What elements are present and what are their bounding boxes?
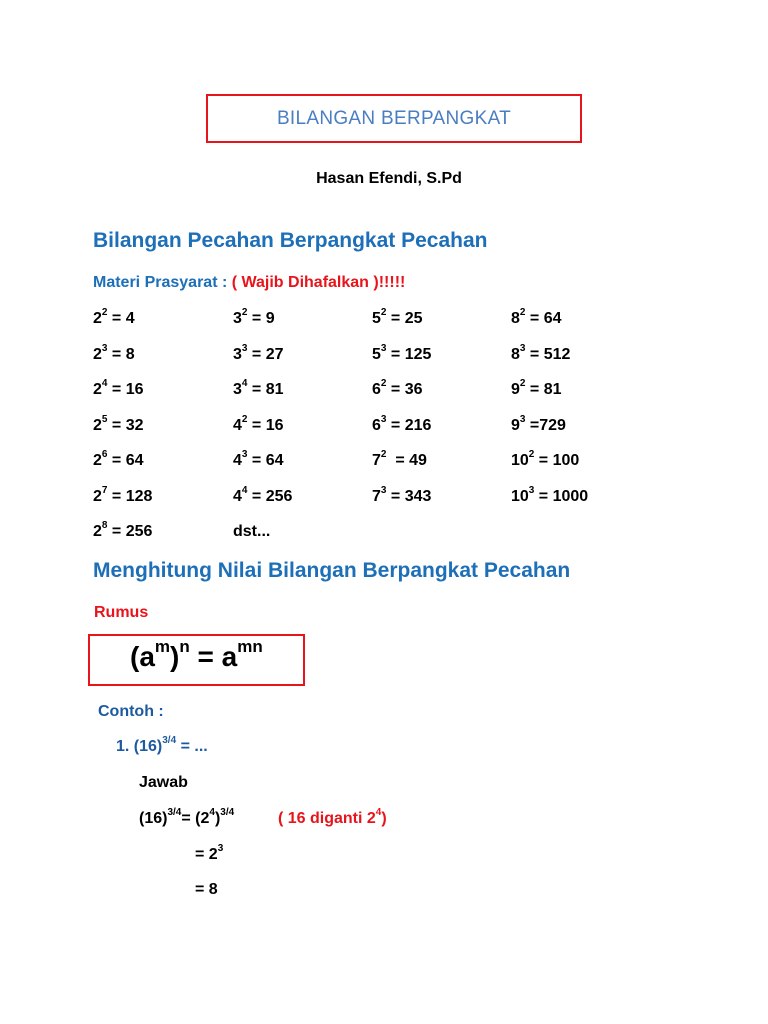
power-result: = 64 — [247, 452, 284, 469]
author-name: Hasan Efendi, S.Pd — [316, 170, 462, 187]
power-result: = 100 — [534, 452, 580, 469]
power-exponent: 3 — [241, 449, 248, 460]
power-result: = 81 — [525, 381, 562, 398]
power-exponent: 3 — [519, 343, 526, 354]
power-base: 3 — [233, 381, 242, 398]
power-fact — [511, 307, 562, 328]
power-exponent: 8 — [101, 520, 108, 531]
power-of-power-formula: $(a^m)^n = a^{mn}$ — [130, 637, 263, 672]
power-result: = 9 — [247, 310, 275, 327]
power-result: = 256 — [247, 488, 293, 505]
power-fact — [233, 378, 284, 399]
power-exponent: 3 — [101, 343, 108, 354]
power-base: 3 — [233, 310, 242, 327]
power-result: = 64 — [525, 310, 562, 327]
power-fact — [372, 449, 427, 470]
power-result: = 64 — [107, 452, 144, 469]
power-base: 2 — [93, 523, 102, 540]
power-exponent: 7 — [101, 485, 108, 496]
power-result: = 4 — [107, 310, 135, 327]
power-result: =729 — [525, 417, 566, 434]
power-result: = 1000 — [534, 488, 589, 505]
materi-prasyarat-line — [93, 274, 405, 292]
materi-note: ( Wajib Dihafalkan )!!!!! — [231, 274, 406, 291]
power-result: = 32 — [107, 417, 144, 434]
power-fact — [372, 307, 423, 328]
power-fact — [511, 414, 566, 435]
power-fact — [233, 449, 284, 470]
power-result: = 36 — [386, 381, 423, 398]
power-base: 4 — [233, 488, 242, 505]
power-exponent: 2 — [241, 307, 248, 318]
power-result: = 16 — [247, 417, 284, 434]
power-exponent: 5 — [101, 414, 108, 425]
power-result: = 512 — [525, 346, 571, 363]
power-exponent: 3 — [380, 414, 387, 425]
solution-step-2: = $2^3$ — [195, 843, 224, 863]
power-fact — [511, 343, 571, 364]
power-exponent: 2 — [519, 307, 526, 318]
power-fact — [93, 343, 135, 364]
title-box — [206, 94, 582, 143]
power-fact — [233, 414, 284, 435]
solution-step-1: $(16)^{3/4}= (2^4)^{3/4}$ — [139, 807, 235, 827]
power-fact — [372, 414, 432, 435]
power-exponent: 3 — [519, 414, 526, 425]
power-fact — [93, 378, 144, 399]
power-fact — [511, 378, 562, 399]
solution-step-3: = 8 — [195, 881, 218, 898]
power-base: 2 — [93, 488, 102, 505]
power-base: 7 — [372, 488, 381, 505]
power-fact — [372, 378, 423, 399]
power-exponent: 2 — [380, 449, 387, 460]
power-fact — [93, 520, 153, 541]
power-exponent: 6 — [101, 449, 108, 460]
power-base: 9 — [511, 381, 520, 398]
power-base: 8 — [511, 346, 520, 363]
materi-label: Materi Prasyarat : — [93, 274, 232, 291]
power-base: dst... — [233, 523, 271, 540]
power-base: 4 — [233, 452, 242, 469]
power-result: = 16 — [107, 381, 144, 398]
power-exponent: 2 — [380, 378, 387, 389]
power-result: = 216 — [386, 417, 432, 434]
section-heading-2: Menghitung Nilai Bilangan Berpangkat Pecahan — [93, 559, 571, 582]
power-fact — [233, 307, 275, 328]
power-fact — [93, 449, 144, 470]
power-base: 2 — [93, 452, 102, 469]
power-result: = 27 — [247, 346, 284, 363]
power-exponent: 4 — [241, 378, 248, 389]
power-result: = 81 — [247, 381, 284, 398]
power-base: 2 — [93, 417, 102, 434]
power-exponent: 4 — [241, 485, 248, 496]
power-result: = 256 — [107, 523, 153, 540]
power-result: = 125 — [386, 346, 432, 363]
power-base: 2 — [93, 346, 102, 363]
power-base: 2 — [93, 310, 102, 327]
power-fact — [93, 485, 153, 506]
power-fact — [511, 449, 580, 470]
power-base: 5 — [372, 346, 381, 363]
rumus-label: Rumus — [94, 604, 149, 621]
section-heading-1: Bilangan Pecahan Berpangkat Pecahan — [93, 229, 488, 252]
contoh-label: Contoh : — [98, 703, 164, 720]
power-fact — [233, 485, 293, 506]
power-exponent: 3 — [528, 485, 535, 496]
power-result: = 25 — [386, 310, 423, 327]
power-fact — [93, 307, 135, 328]
power-fact — [93, 414, 144, 435]
power-exponent: 3 — [241, 343, 248, 354]
power-exponent: 2 — [528, 449, 535, 460]
power-fact — [372, 485, 432, 506]
power-base: 6 — [372, 381, 381, 398]
document-title: BILANGAN BERPANGKAT — [276, 107, 512, 129]
power-exponent: 2 — [101, 307, 108, 318]
power-base: 5 — [372, 310, 381, 327]
power-exponent: 3 — [380, 485, 387, 496]
power-result: = 128 — [107, 488, 153, 505]
power-base: 2 — [93, 381, 102, 398]
power-fact — [372, 343, 432, 364]
power-exponent: 3 — [380, 343, 387, 354]
power-fact — [233, 523, 270, 541]
power-base: 9 — [511, 417, 520, 434]
power-result: = 343 — [386, 488, 432, 505]
item-number: 1. — [116, 738, 130, 755]
jawab-label: Jawab — [139, 774, 188, 791]
power-base: 7 — [372, 452, 381, 469]
power-fact — [233, 343, 284, 364]
power-base: 4 — [233, 417, 242, 434]
power-exponent: 4 — [101, 378, 108, 389]
substitution-note: ( 16 diganti $2^4$) — [278, 807, 387, 827]
power-result: = 8 — [107, 346, 135, 363]
power-base: 8 — [511, 310, 520, 327]
power-fact — [511, 485, 589, 506]
power-result: = 49 — [386, 452, 427, 469]
power-base: 10 — [511, 452, 529, 469]
power-exponent: 2 — [241, 414, 248, 425]
power-exponent: 2 — [380, 307, 387, 318]
power-base: 3 — [233, 346, 242, 363]
example-problem-1: 1. $(16)^{3/4}$ = ... — [116, 735, 208, 755]
power-exponent: 2 — [519, 378, 526, 389]
power-base: 10 — [511, 488, 529, 505]
power-base: 6 — [372, 417, 381, 434]
